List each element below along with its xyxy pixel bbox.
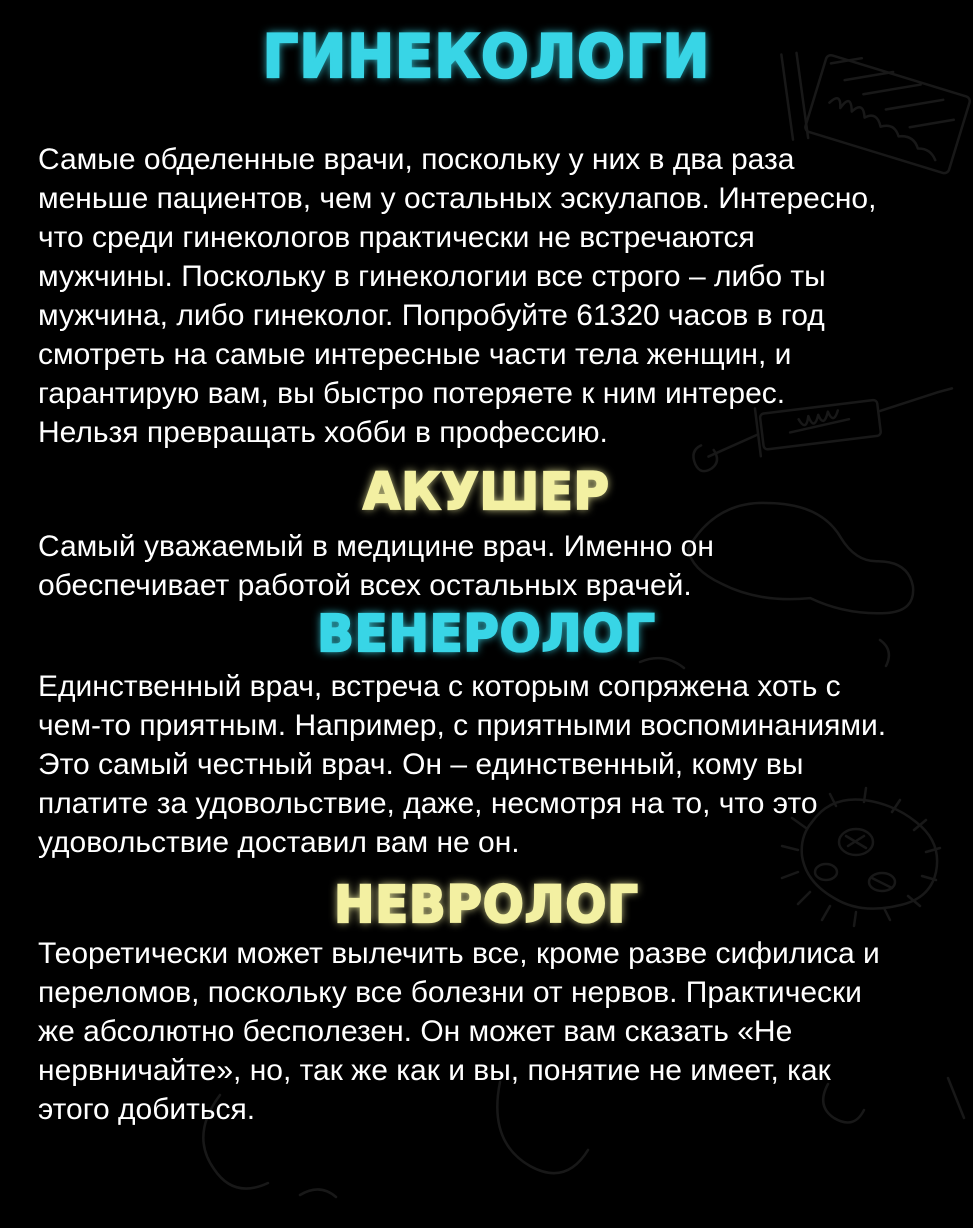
text-line: мужчины. Поскольку в гинекологии все строго – либо ты bbox=[38, 260, 826, 293]
text-line: этого добиться. bbox=[38, 1093, 256, 1126]
section-title: ВЕНЕРОЛОГ bbox=[317, 604, 656, 664]
text-line: меньше пациентов, чем у остальных эскулапов. Интересно, bbox=[38, 182, 877, 215]
text-line: же абсолютно бесполезен. Он может вам сказать «Не bbox=[38, 1015, 793, 1048]
section-paragraph bbox=[38, 934, 935, 1129]
content bbox=[0, 23, 973, 1129]
section-paragraph bbox=[38, 667, 935, 862]
text-line: Единственный врач, встреча с которым сопряжена хоть с bbox=[38, 670, 841, 703]
section-1 bbox=[38, 23, 935, 452]
section-title: НЕВРОЛОГ bbox=[334, 875, 639, 935]
text-line: Самый уважаемый в медицине врач. Именно он bbox=[38, 530, 714, 563]
text-line: смотреть на самые интересные части тела женщин, и bbox=[38, 338, 792, 371]
text-line: Это самый честный врач. Он – единственный, кому вы bbox=[38, 748, 804, 781]
text-line: Нельзя превращать хобби в профессию. bbox=[38, 416, 608, 449]
text-line: Теоретически может вылечить все, кроме разве сифилиса и bbox=[38, 937, 880, 970]
text-line: что среди гинекологов практически не встречаются bbox=[38, 221, 755, 254]
text-line: чем-то приятным. Например, с приятными воспоминаниями. bbox=[38, 709, 887, 742]
section-title: АКУШЕР bbox=[363, 462, 610, 522]
text-line: обеспечивает работой всех остальных врачей. bbox=[38, 569, 692, 602]
section-4 bbox=[38, 875, 935, 1129]
text-line: платите за удовольствие, даже, несмотря на то, что это bbox=[38, 787, 818, 820]
section-3 bbox=[38, 604, 935, 862]
section-2 bbox=[38, 462, 935, 605]
section-title: ГИНЕКОЛОГИ bbox=[262, 23, 711, 92]
section-paragraph bbox=[38, 527, 935, 605]
text-line: мужчина, либо гинеколог. Попробуйте 61320 часов в год bbox=[38, 299, 825, 332]
text-line: переломов, поскольку все болезни от нервов. Практически bbox=[38, 976, 862, 1009]
text-line: гарантирую вам, вы быстро потеряете к ним интерес. bbox=[38, 377, 786, 410]
text-line: Самые обделенные врачи, поскольку у них в два раза bbox=[38, 143, 795, 176]
text-line: нервничайте», но, так же как и вы, понятие не имеет, как bbox=[38, 1054, 831, 1087]
text-line: удовольствие доставил вам не он. bbox=[38, 826, 520, 859]
section-paragraph bbox=[38, 140, 935, 452]
